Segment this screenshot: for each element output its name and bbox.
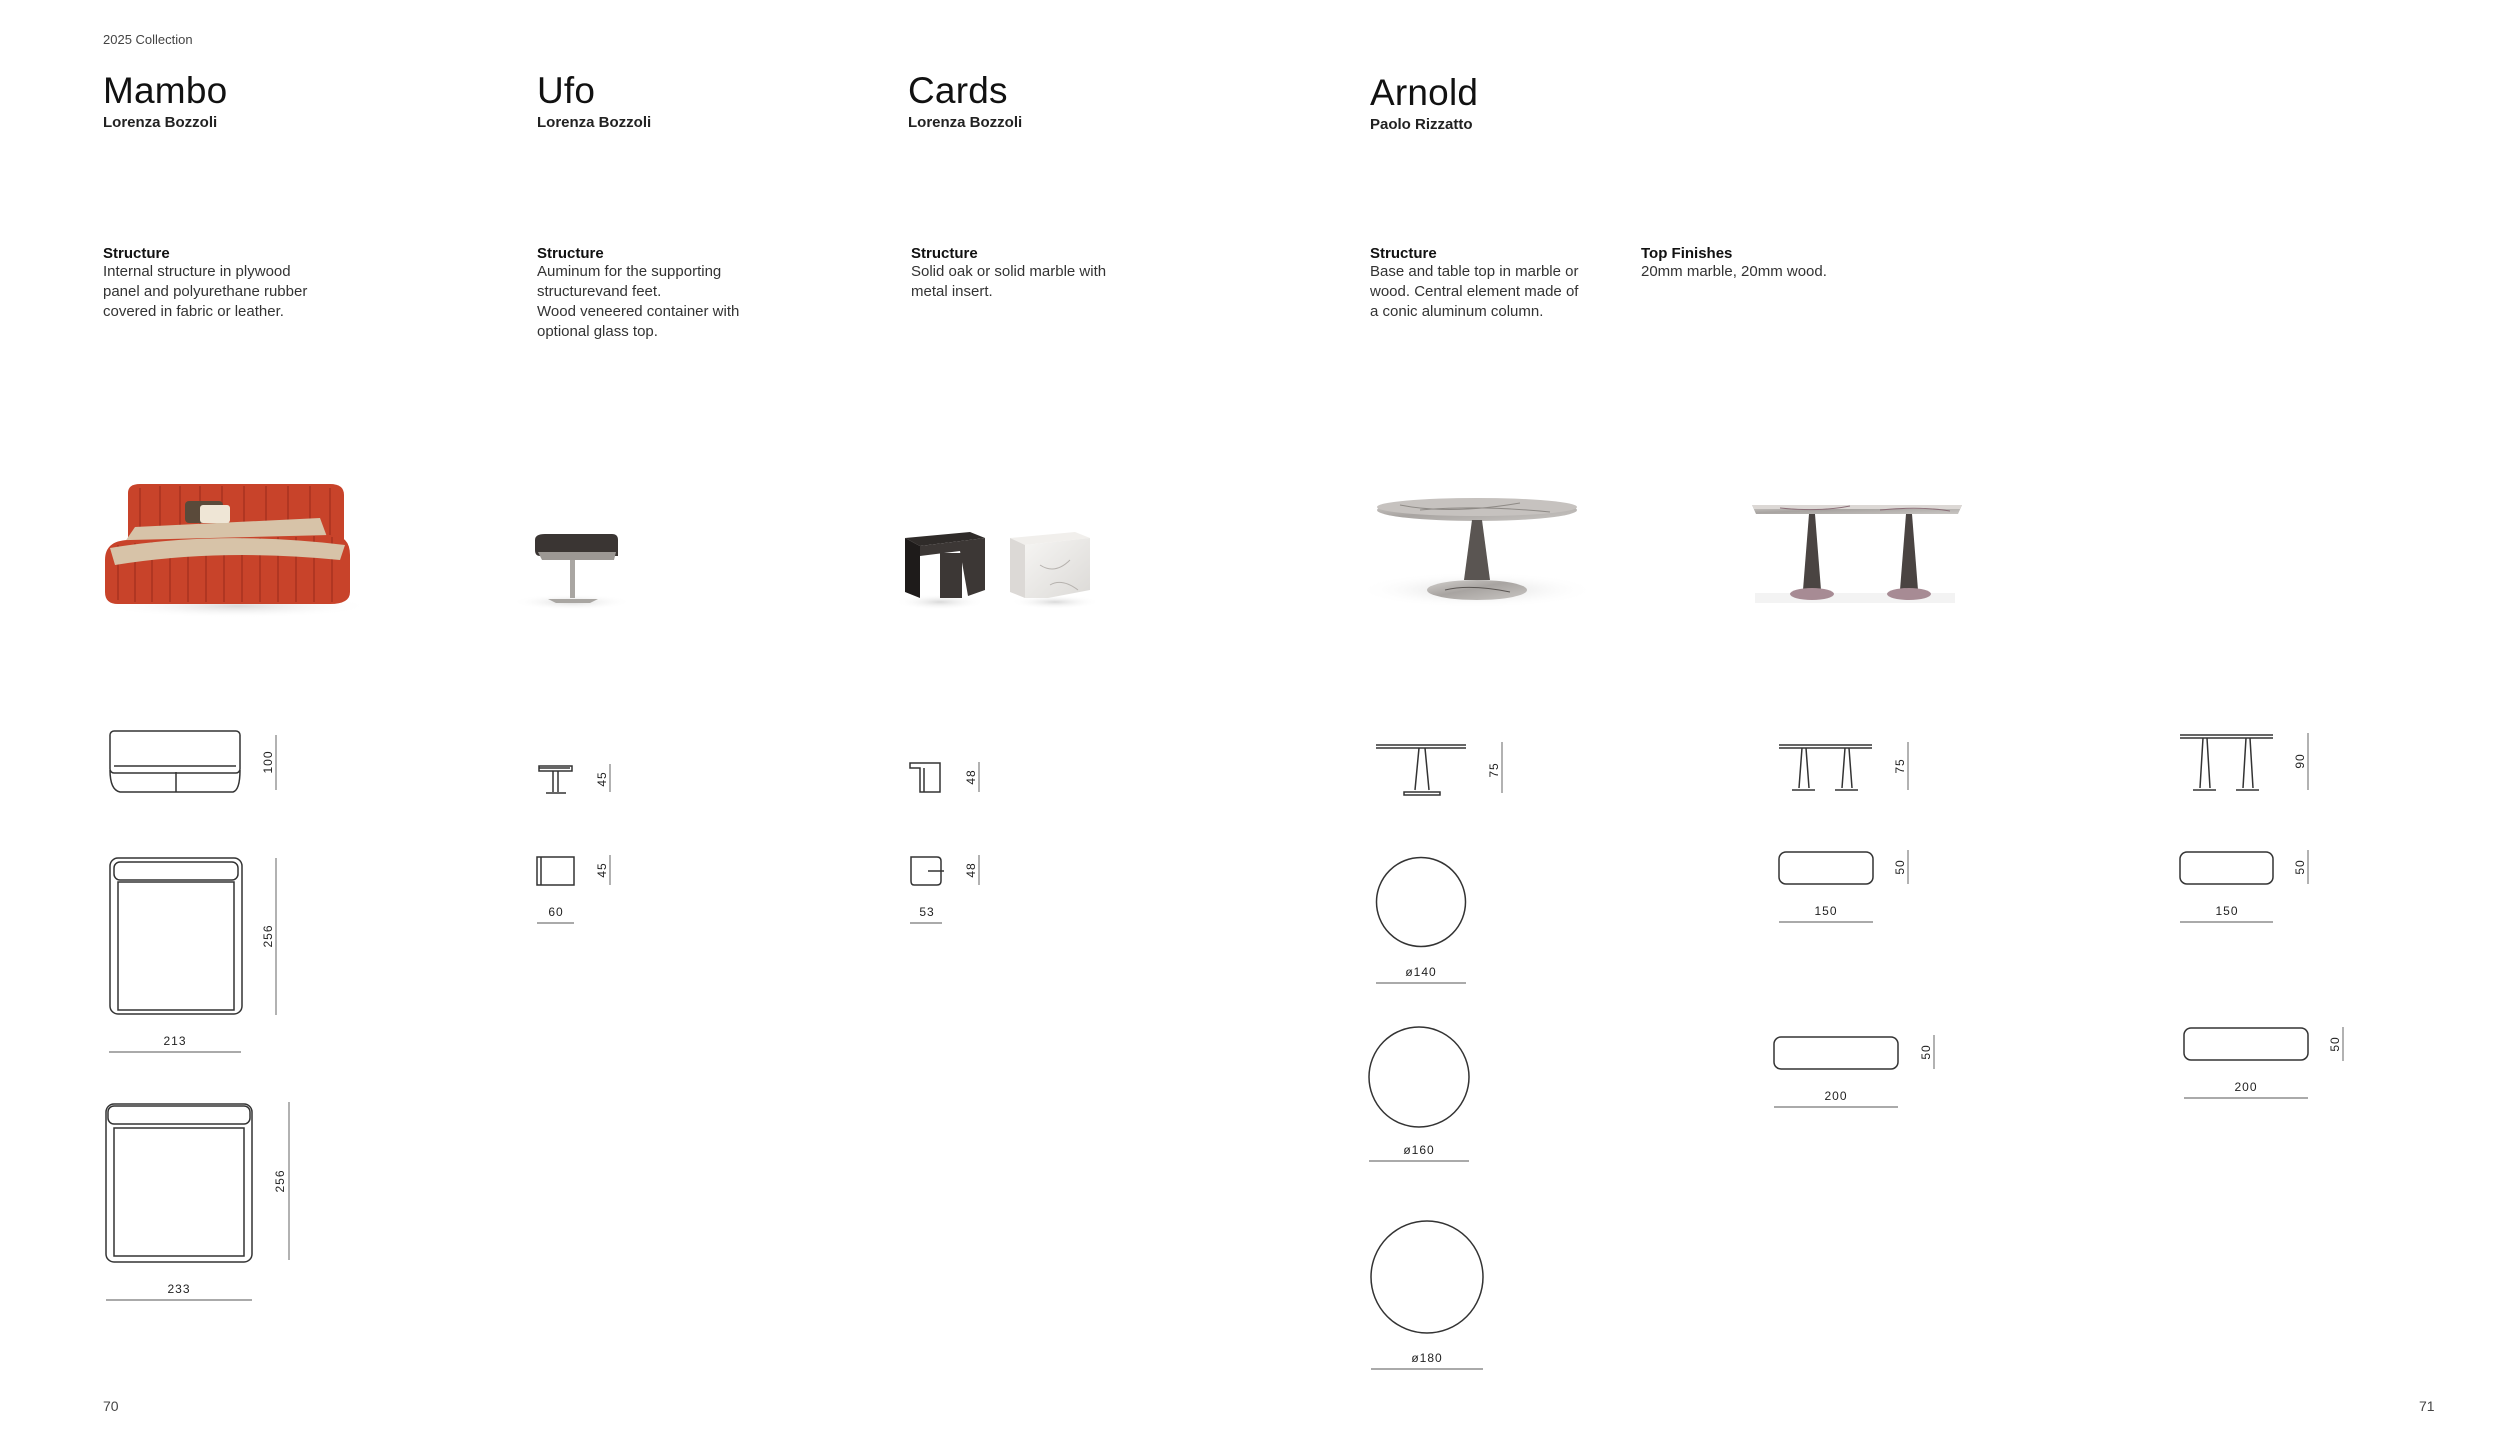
- cards-drawing-top: [910, 855, 979, 923]
- section-title: Top Finishes: [1641, 245, 1733, 262]
- dim-cards-height: 48: [964, 769, 978, 785]
- arnold-long-image: [1752, 505, 1962, 603]
- dim-mambo-height: 100: [261, 750, 275, 774]
- arnold-round-top-140: [1376, 858, 1466, 984]
- section-text: Auminum for the supporting structurevand feet. Wood veneered container with optional glass top.: [537, 263, 740, 340]
- mambo-bed-image: [102, 484, 372, 618]
- product-title-ufo: Ufo: [537, 70, 596, 111]
- ufo-drawing-top: [537, 855, 610, 923]
- designer-cards: Lorenza Bozzoli: [908, 114, 1023, 131]
- page-number-left: 70: [103, 1398, 119, 1414]
- dim-arnold-bar-length-200: 200: [2234, 1080, 2258, 1094]
- dim-cards-depth: 48: [964, 862, 978, 878]
- mambo-drawing-top-2: [106, 1102, 289, 1300]
- page-number-right: 71: [2419, 1398, 2435, 1414]
- designer-arnold: Paolo Rizzatto: [1370, 116, 1473, 133]
- product-title-mambo: Mambo: [103, 70, 228, 111]
- dim-arnold-d160: ø160: [1403, 1143, 1435, 1157]
- dim-mambo-width-2: 233: [167, 1282, 191, 1296]
- cards-image: [895, 532, 1100, 610]
- arnold-bar-drawing-front: [2180, 733, 2308, 790]
- section-text: Base and table top in marble or wood. Central element made of a conic aluminum column.: [1370, 263, 1579, 320]
- dim-arnold-bar-length-150: 150: [2215, 904, 2239, 918]
- mambo-drawing-front: [110, 731, 276, 792]
- designer-mambo: Lorenza Bozzoli: [103, 114, 218, 131]
- designer-ufo: Lorenza Bozzoli: [537, 114, 652, 131]
- dim-arnold-d140: ø140: [1405, 965, 1437, 979]
- dim-ufo-height: 45: [595, 771, 609, 787]
- section-text: Internal structure in plywood panel and polyurethane rubber covered in fabric or leather.: [103, 263, 308, 320]
- section-title: Structure: [537, 245, 604, 262]
- section-text: 20mm marble, 20mm wood.: [1641, 263, 1827, 280]
- product-title-arnold: Arnold: [1370, 72, 1479, 113]
- section-title: Structure: [103, 245, 170, 262]
- arnold-bar-top-200: [2184, 1027, 2343, 1098]
- collection-label: 2025 Collection: [103, 32, 193, 47]
- dim-arnold-oval-depth-2: 50: [1919, 1044, 1933, 1060]
- dim-arnold-bar-depth-1: 50: [2293, 859, 2307, 875]
- dim-arnold-oval-length-200: 200: [1824, 1089, 1848, 1103]
- dim-arnold-oval-length-150: 150: [1814, 904, 1838, 918]
- dim-ufo-depth: 45: [595, 862, 609, 878]
- dim-arnold-round-height: 75: [1487, 762, 1501, 778]
- arnold-oval-top-200: [1774, 1035, 1934, 1107]
- dim-arnold-d180: ø180: [1411, 1351, 1443, 1365]
- dim-arnold-oval-height: 75: [1893, 758, 1907, 774]
- section-title: Structure: [911, 245, 978, 262]
- cards-drawing-front: [910, 762, 979, 792]
- dim-mambo-length-1: 256: [261, 924, 275, 948]
- dim-cards-width: 53: [919, 905, 935, 919]
- ufo-drawing-front: [539, 764, 610, 793]
- section-text: Solid oak or solid marble with metal insert.: [911, 263, 1107, 300]
- section-title: Structure: [1370, 245, 1437, 262]
- dim-mambo-length-2: 256: [273, 1169, 287, 1193]
- ufo-image: [512, 534, 632, 610]
- arnold-round-image: [1357, 498, 1597, 608]
- mambo-drawing-top-1: [109, 858, 276, 1052]
- product-title-cards: Cards: [908, 70, 1008, 111]
- dim-ufo-width: 60: [548, 905, 564, 919]
- arnold-round-top-160: [1369, 1027, 1469, 1161]
- arnold-round-top-180: [1371, 1221, 1483, 1369]
- arnold-oval-drawing-front: [1779, 742, 1908, 790]
- dim-arnold-bar-depth-2: 50: [2328, 1036, 2342, 1052]
- arnold-round-drawing-front: [1376, 742, 1502, 795]
- dim-arnold-oval-depth-1: 50: [1893, 859, 1907, 875]
- arnold-oval-top-150: [1779, 850, 1908, 922]
- arnold-bar-top-150: [2180, 850, 2308, 922]
- dim-mambo-width-1: 213: [163, 1034, 187, 1048]
- dim-arnold-bar-height: 90: [2293, 753, 2307, 769]
